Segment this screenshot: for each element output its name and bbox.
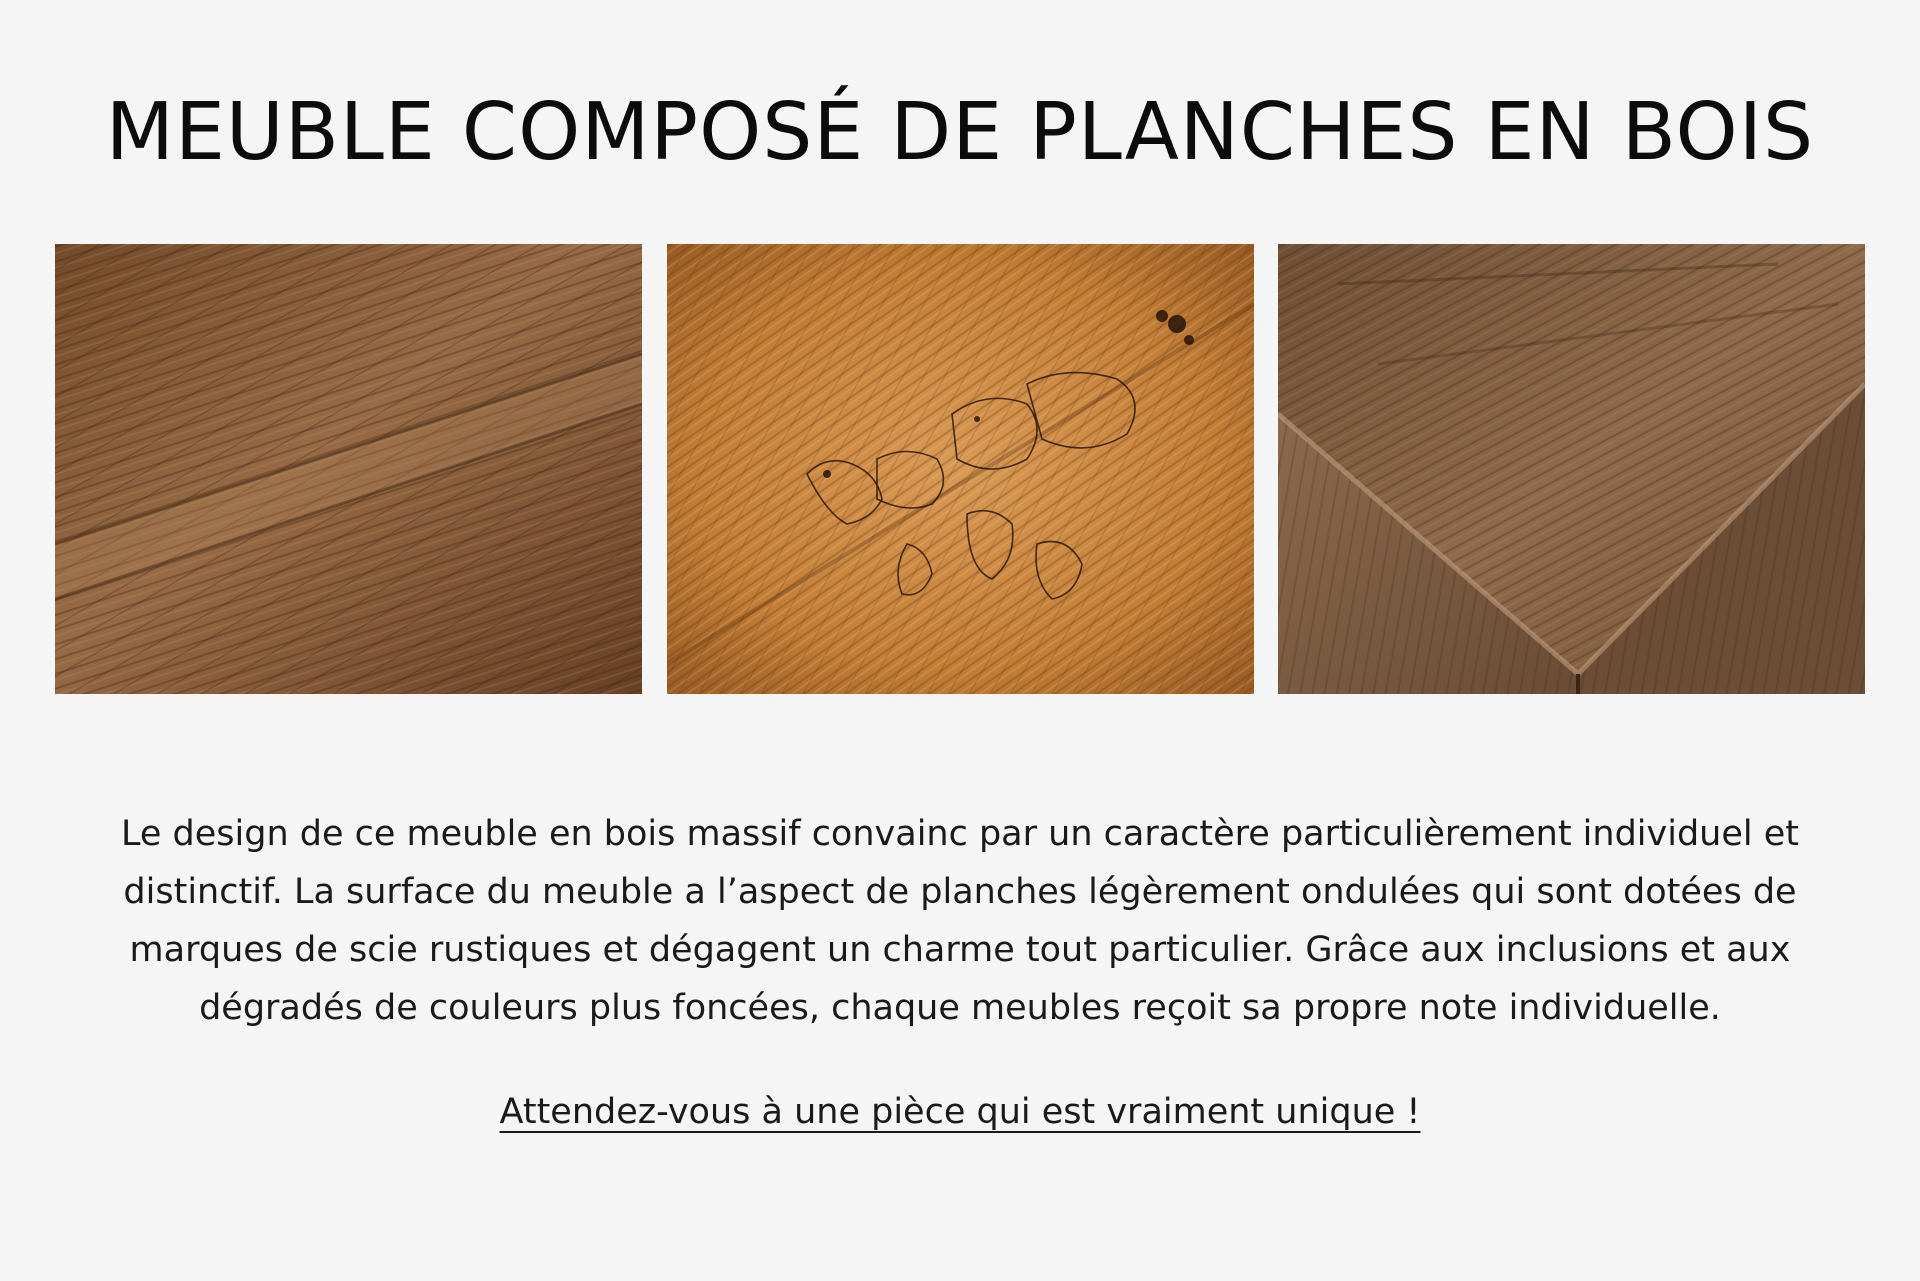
cta-container bbox=[0, 1092, 1920, 1132]
unique-piece-link[interactable]: Attendez-vous à une pièce qui est vraiment unique ! bbox=[499, 1092, 1421, 1132]
wood-planks-surface-image bbox=[55, 244, 642, 694]
description-line: distinctif. La surface du meuble a l’aspect de planches légèrement ondulées qui sont dotées de bbox=[123, 872, 1797, 912]
wood-corner-detail-image bbox=[1278, 244, 1865, 694]
image-gallery bbox=[55, 244, 1867, 694]
wood-world-map-engraving-image bbox=[667, 244, 1254, 694]
description-line: Le design de ce meuble en bois massif convainc par un caractère particulièrement individuel et bbox=[120, 814, 1799, 854]
description-line: dégradés de couleurs plus foncées, chaque meubles reçoit sa propre note individuelle. bbox=[199, 988, 1721, 1028]
page-title: MEUBLE COMPOSÉ DE PLANCHES EN BOIS bbox=[105, 86, 1815, 178]
product-description bbox=[70, 805, 1850, 1037]
description-line: marques de scie rustiques et dégagent un charme tout particulier. Grâce aux inclusions et aux bbox=[129, 930, 1791, 970]
